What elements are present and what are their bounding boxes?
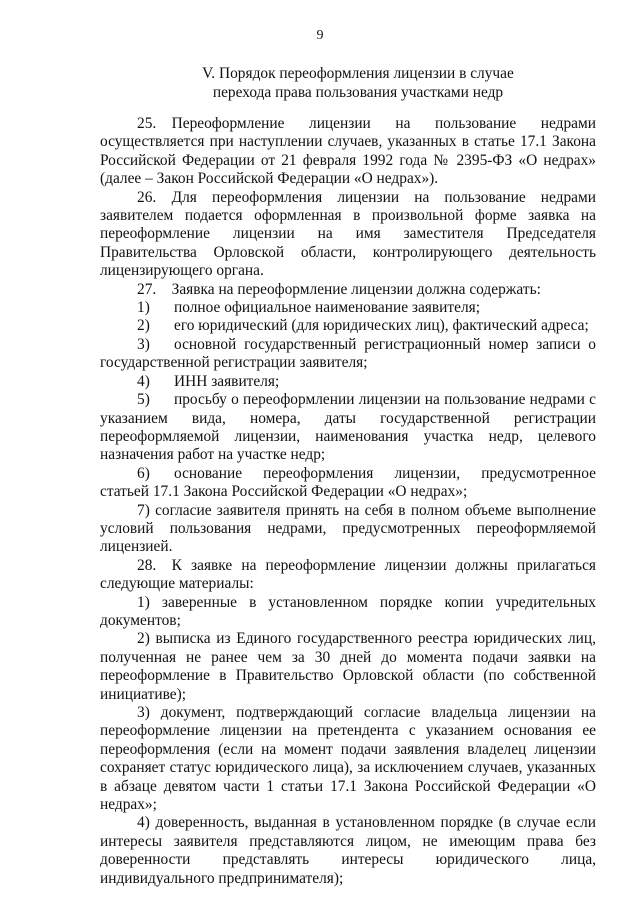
list-27: [100, 299, 596, 557]
list-item: 4) ИНН заявителя;: [137, 372, 280, 390]
list-item: 5) просьбу о переоформлении лицензии на пользование недрами с указанием вида, номера, даты государственной регистрации переоформляемой лицензии, наименования участка недр, целевого назначения работ на участке недр;: [100, 391, 596, 464]
document-body: [100, 115, 596, 888]
paragraph-27: 27. Заявка на переоформление лицензии должна содержать:: [137, 280, 541, 298]
paragraph-25: 25. Переоформление лицензии на пользование недрами осуществляется при наступлении случаев, указанных в статье 17.1 Закона Российской Федерации от 21 февраля 1992 года № 2395-ФЗ «О недрах» (далее – Закон Российской Федерации «О недрах»).: [100, 115, 596, 188]
paragraph-28: 28. К заявке на переоформление лицензии должны прилагаться следующие материалы:: [100, 556, 596, 593]
heading-line-2: перехода права пользования участками недр: [212, 84, 504, 101]
paragraph-26: 26. Для переоформления лицензии на пользование недрами заявителем подается оформленная в произвольной форме заявка на переоформление лицензии на имя заместителя Председателя Правительства Орловской области, контролирующего деятельность лицензирующего органа.: [100, 188, 596, 280]
list-item: 6) основание переоформления лицензии, предусмотренное статьей 17.1 Закона Российской Федерации «О недрах»;: [100, 464, 596, 501]
list-item: 1) полное официальное наименование заявителя;: [137, 299, 480, 317]
list-item: 1) заверенные в установленном порядке копии учредительных документов;: [100, 593, 596, 629]
section-heading: [100, 64, 616, 102]
list-item: 7) согласие заявителя принять на себя в полном объеме выполнение условий пользования недрами, предусмотренных переоформляемой лицензией.: [100, 501, 596, 556]
list-item: 3) документ, подтверждающий согласие владельца лицензии на переоформление лицензии на претендента с указанием основания ее переоформления (если на момент подачи заявления владелец лицензии сохраняет статус юридического лица), за исключением случаев, указанных в абзаце девятом части 1 статьи 17.1 Закона Российской Федерации «О недрах»;: [100, 704, 596, 814]
list-item: 3) основной государственный регистрационный номер записи о государственной регистрации заявителя;: [100, 335, 596, 372]
heading-line-1: V. Порядок переоформления лицензии в случае: [202, 65, 514, 82]
list-item: 4) доверенность, выданная в установленном порядке (в случае если интересы заявителя представляются лицом, не имеющим права без доверенности представлять интересы юридического лица, индивидуального предпринимателя);: [100, 814, 596, 887]
list-item: 2) его юридический (для юридических лиц), фактический адреса;: [137, 317, 589, 335]
page-number: 9: [316, 28, 324, 43]
list-28: [100, 594, 596, 889]
list-item: 2) выписка из Единого государственного реестра юридических лиц, полученная не ранее чем за 30 дней до момента подачи заявки на переоформление в Правительство Орловской области (по собственной инициативе);: [100, 630, 596, 703]
